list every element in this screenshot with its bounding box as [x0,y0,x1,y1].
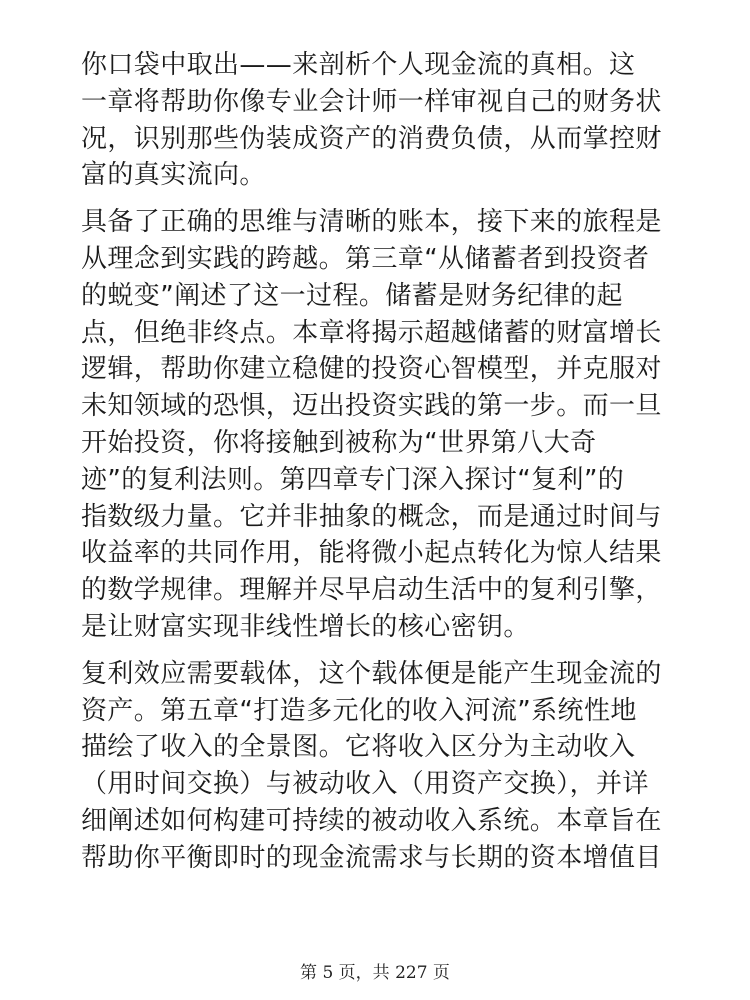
text-line: 开始投资，你将接触到被称为“世界第八大奇 [81,427,597,458]
text-line: 你口袋中取出——来剖析个人现金流的真相。这 [81,50,636,80]
text-line: 的数学规律。理解并尽早启动生活中的复利引擎， [81,575,662,606]
text-line: 从理念到实践的跨越。第三章“从储蓄者到投资者 [81,243,650,274]
text-line: 点，但绝非终点。本章将揭示超越储蓄的财富增长 [81,317,662,348]
body-text [81,47,671,877]
text-line: 况，识别那些伪装成资产的消费负债，从而掌控财 [81,123,662,154]
text-line: （用时间交换）与被动收入（用资产交换），并详 [81,769,649,800]
text-line: 细阐述如何构建可持续的被动收入系统。本章旨在 [81,805,662,836]
paragraph-1 [81,47,671,194]
paragraph-spacer [81,646,671,656]
text-line: 描绘了收入的全景图。它将收入区分为主动收入 [81,732,636,763]
text-line: 迹”的复利法则。第四章专门深入探讨“复利”的 [81,464,625,495]
text-line: 收益率的共同作用，能将微小起点转化为惊人结果 [81,538,662,569]
paragraph-3 [81,656,671,877]
text-line: 逻辑，帮助你建立稳健的投资心智模型，并克服对 [81,354,662,385]
text-line: 富的真实流向。 [81,160,266,191]
text-line: 的蜕变”阐述了这一过程。储蓄是财务纪律的起 [81,280,623,311]
text-line: 一章将帮助你像专业会计师一样审视自己的财务状 [81,86,662,117]
page-number-footer: 第 5 页，共 227 页 [300,963,450,983]
text-line: 帮助你平衡即时的现金流需求与长期的资本增值目 [81,842,662,873]
text-line: 是让财富实现非线性增长的核心密钥。 [81,611,530,642]
paragraph-spacer [81,194,671,204]
text-line: 未知领域的恐惧，迈出投资实践的第一步。而一旦 [81,391,662,422]
text-line: 资产。第五章“打造多元化的收入河流”系统性地 [81,695,637,726]
text-line: 具备了正确的思维与清晰的账本，接下来的旅程是 [81,207,662,238]
text-line: 复利效应需要载体，这个载体便是能产生现金流的 [81,658,662,689]
paragraph-2 [81,204,671,646]
text-line: 指数级力量。它并非抽象的概念，而是通过时间与 [81,501,662,532]
